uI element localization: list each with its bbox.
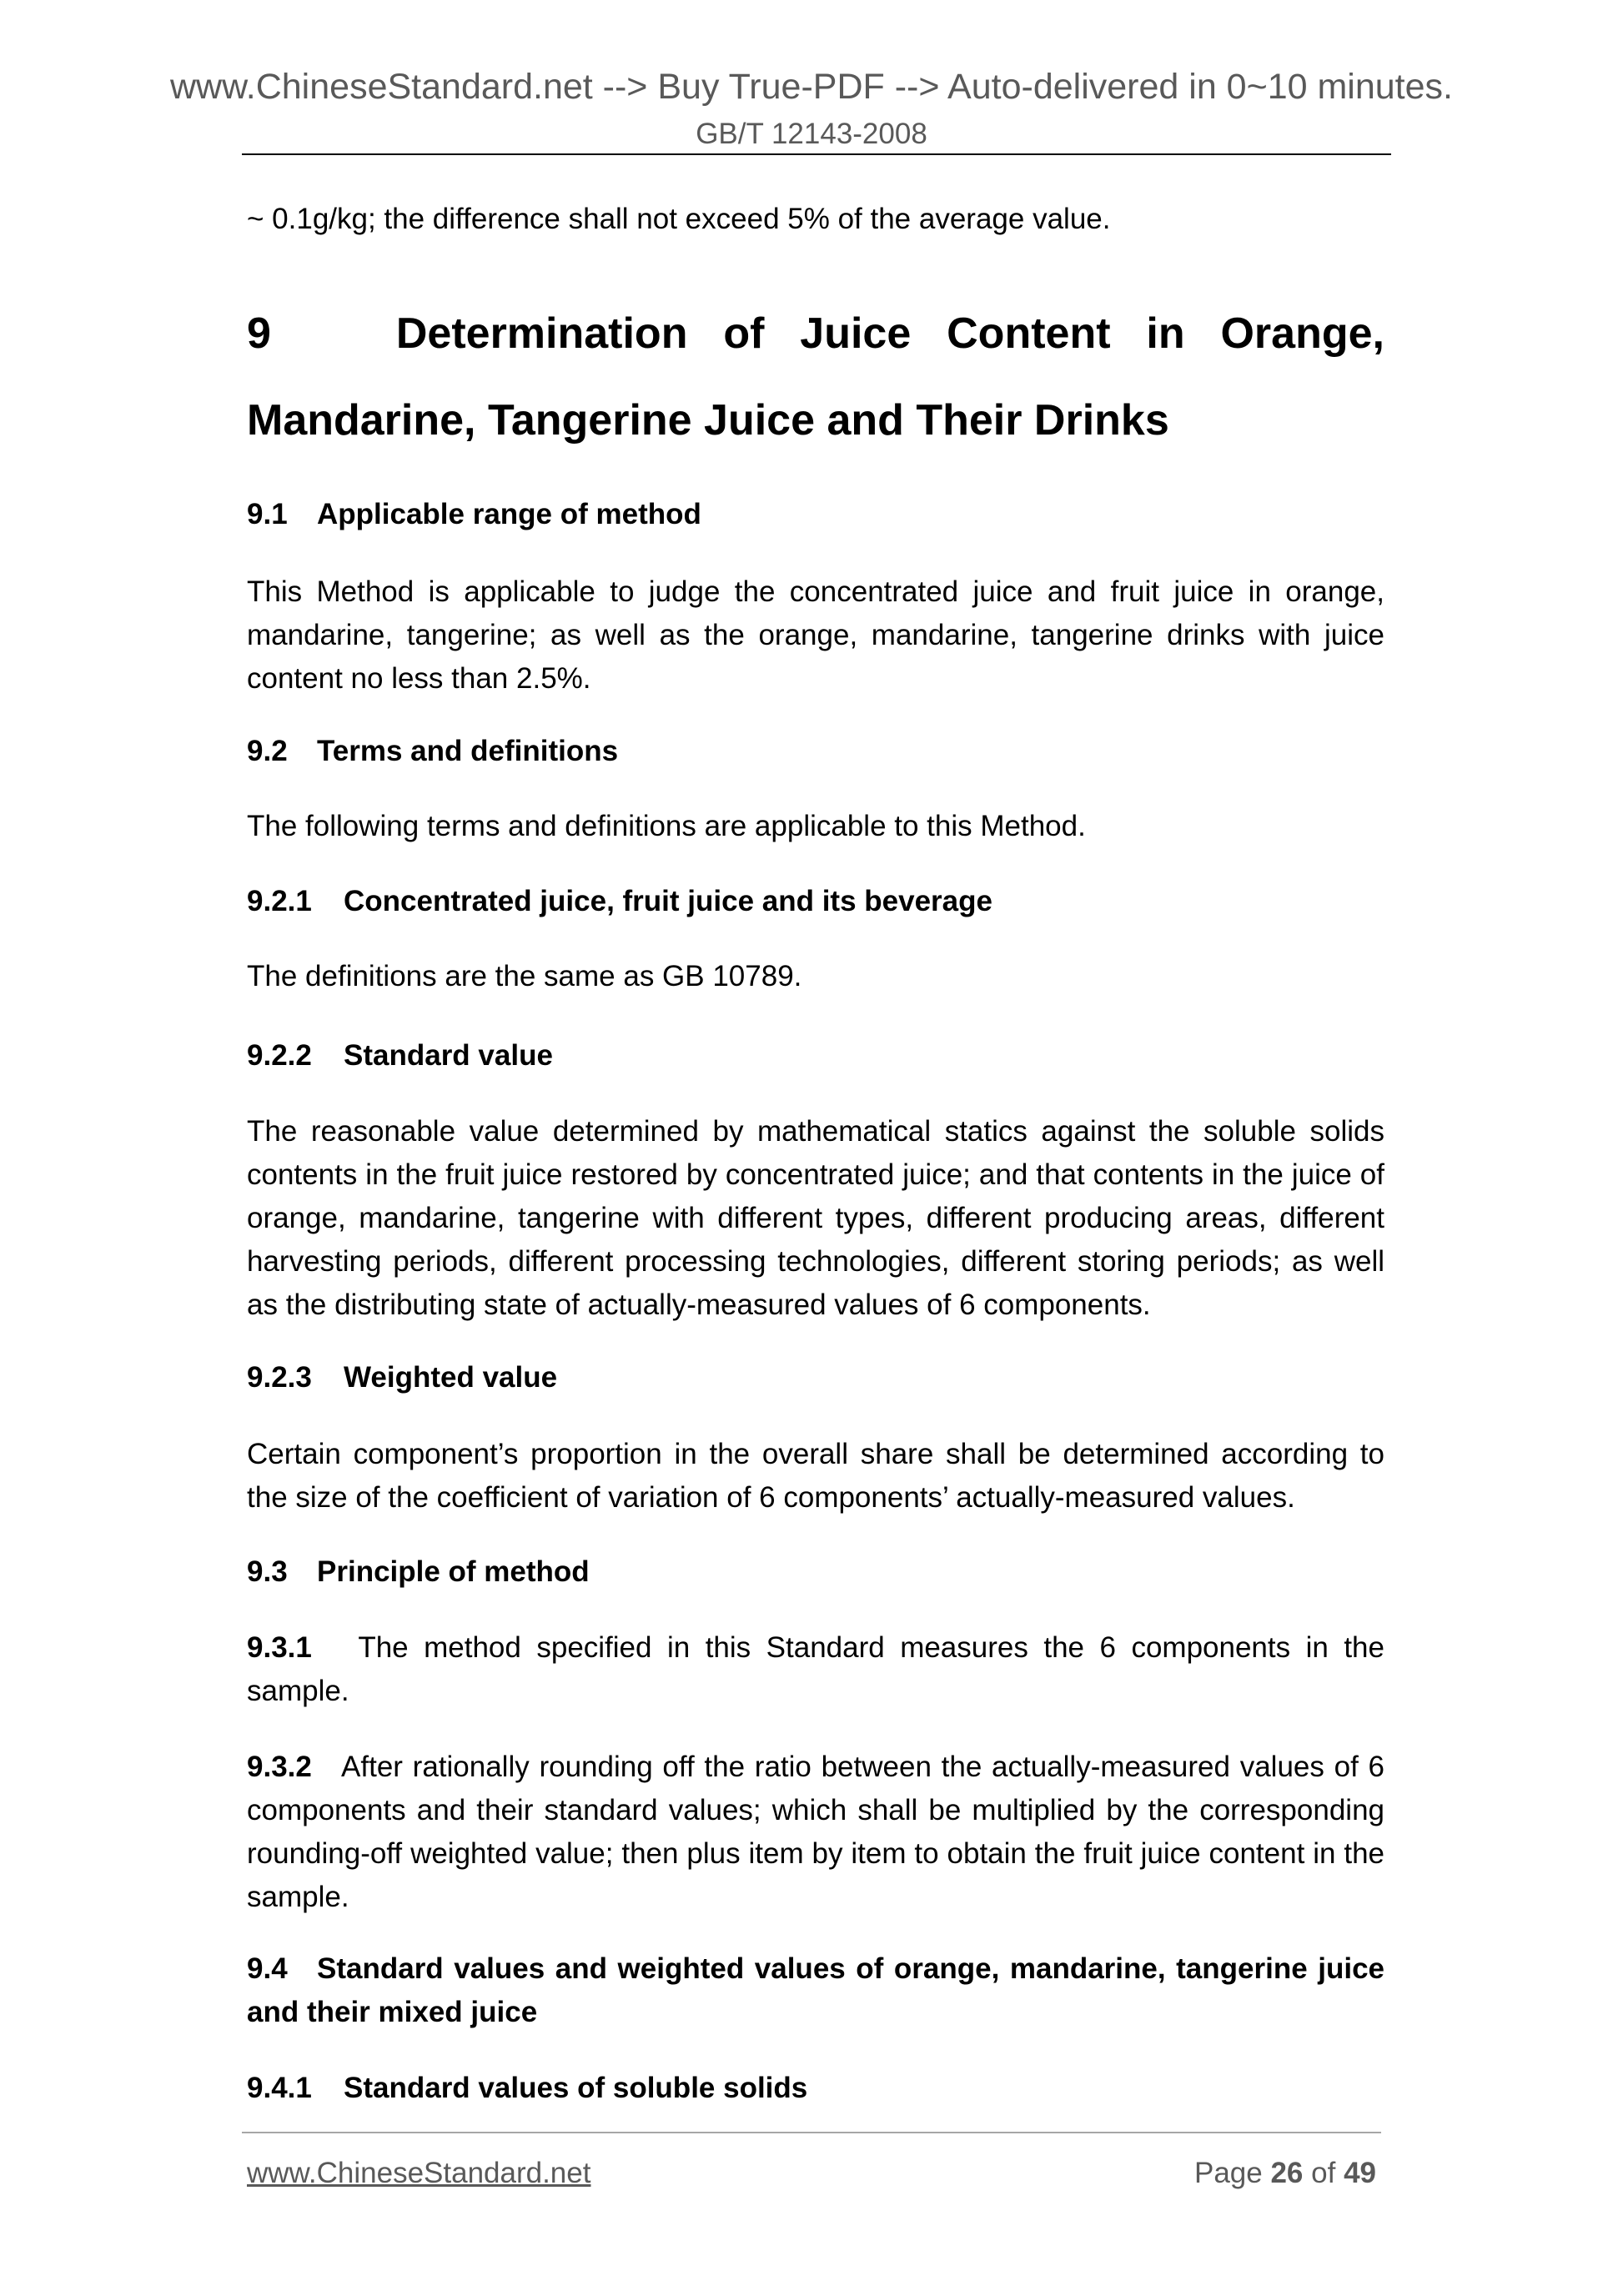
heading-9-2-2: [247, 1034, 1384, 1078]
heading-9-4: [247, 1947, 1384, 2034]
page-label: Page: [1193, 2157, 1263, 2189]
section-9-title-line1: [247, 290, 1384, 377]
lead-text: ~ 0.1g/kg; the difference shall not exceed 5% of the average value.: [247, 203, 1111, 235]
paragraph-9-2-2: The reasonable value determined by mathematical statics against the soluble solids contents in the fruit juice restored by concentrated juice; and that contents in the juice of orange, mandarine, tangerine with different types, different producing areas, different harvesting periods, different processing technologies, different storing periods; as well as the distributing state of actually-measured values of 6 components.: [247, 1115, 1384, 1321]
heading-9-1: [247, 493, 1384, 536]
heading-9-2: [247, 730, 1384, 773]
heading-number: 9.2.2: [247, 1039, 312, 1072]
heading-9-2-1: [247, 880, 1384, 923]
footer-divider: [242, 2132, 1381, 2133]
heading-title: Standard values of soluble solids: [344, 2072, 808, 2104]
heading-number: 9.4: [247, 1952, 288, 1985]
clause-number: 9.3.2: [247, 1751, 312, 1783]
heading-title: Principle of method: [317, 1555, 590, 1588]
clause-number: 9.3.1: [247, 1631, 312, 1664]
heading-number: 9.2: [247, 735, 288, 767]
heading-title: Terms and definitions: [317, 735, 619, 767]
header-banner[interactable]: www.ChineseStandard.net --> Buy True-PDF --> Auto-delivered in 0~10 minutes.: [169, 67, 1453, 107]
header-divider: [242, 153, 1391, 155]
paragraph-9-2-3: Certain component’s proportion in the overall share shall be determined according to the size of the coefficient of variation of 6 components’ actually-measured values.: [247, 1438, 1384, 1514]
paragraph-9-2: The following terms and definitions are applicable to this Method.: [247, 810, 1086, 842]
heading-number: 9.1: [247, 498, 288, 530]
page-total: 49: [1344, 2157, 1376, 2189]
section-9-title-line2: Mandarine, Tangerine Juice and Their Drinks: [247, 396, 1169, 445]
heading-title: Standard values and weighted values of orange, mandarine, tangerine juice and their mixed juice: [247, 1952, 1384, 2028]
heading-title: Weighted value: [344, 1361, 558, 1394]
heading-9-2-3: [247, 1356, 1384, 1399]
heading-number: 9.4.1: [247, 2072, 312, 2104]
title-word: Orange,: [1220, 309, 1384, 358]
footer-site-link[interactable]: www.ChineseStandard.net: [247, 2157, 591, 2189]
paragraph-9-3-2: [247, 1746, 1384, 1919]
heading-9-3: [247, 1550, 1384, 1594]
heading-9-4-1: [247, 2067, 1384, 2110]
page-current: 26: [1270, 2157, 1304, 2189]
paragraph-9-3-1: [247, 1626, 1384, 1713]
heading-title: Standard value: [344, 1039, 553, 1072]
page-of: of: [1311, 2157, 1336, 2189]
heading-number: 9.3: [247, 1555, 288, 1588]
section-9-heading: [247, 290, 1384, 464]
heading-title: Applicable range of method: [317, 498, 701, 530]
title-word: Juice: [800, 309, 912, 358]
title-word: Determination: [395, 309, 688, 358]
heading-number: 9.2.3: [247, 1361, 312, 1394]
page-indicator: [1194, 2153, 1376, 2194]
paragraph-9-1: This Method is applicable to judge the concentrated juice and fruit juice in orange, mandarine, tangerine; as well as the orange, mandarine, tangerine drinks with juice content no less than 2.5%.: [247, 575, 1384, 695]
paragraph-9-2-1: The definitions are the same as GB 10789.: [247, 960, 802, 992]
title-word: Content: [947, 309, 1111, 358]
heading-title: Concentrated juice, fruit juice and its beverage: [344, 885, 992, 917]
clause-text: The method specified in this Standard measures the 6 components in the sample.: [247, 1631, 1384, 1707]
header-standard-id: GB/T 12143-2008: [696, 118, 927, 150]
heading-number: 9.2.1: [247, 885, 312, 917]
section-9-number: 9: [247, 309, 271, 358]
title-word: of: [723, 309, 765, 358]
title-word: in: [1146, 309, 1185, 358]
clause-text: After rationally rounding off the ratio between the actually-measured values of 6 components and their standard values; which shall be multiplied by the corresponding rounding-off weighted value; then plus item by item to obtain the fruit juice content in the sample.: [247, 1751, 1384, 1913]
